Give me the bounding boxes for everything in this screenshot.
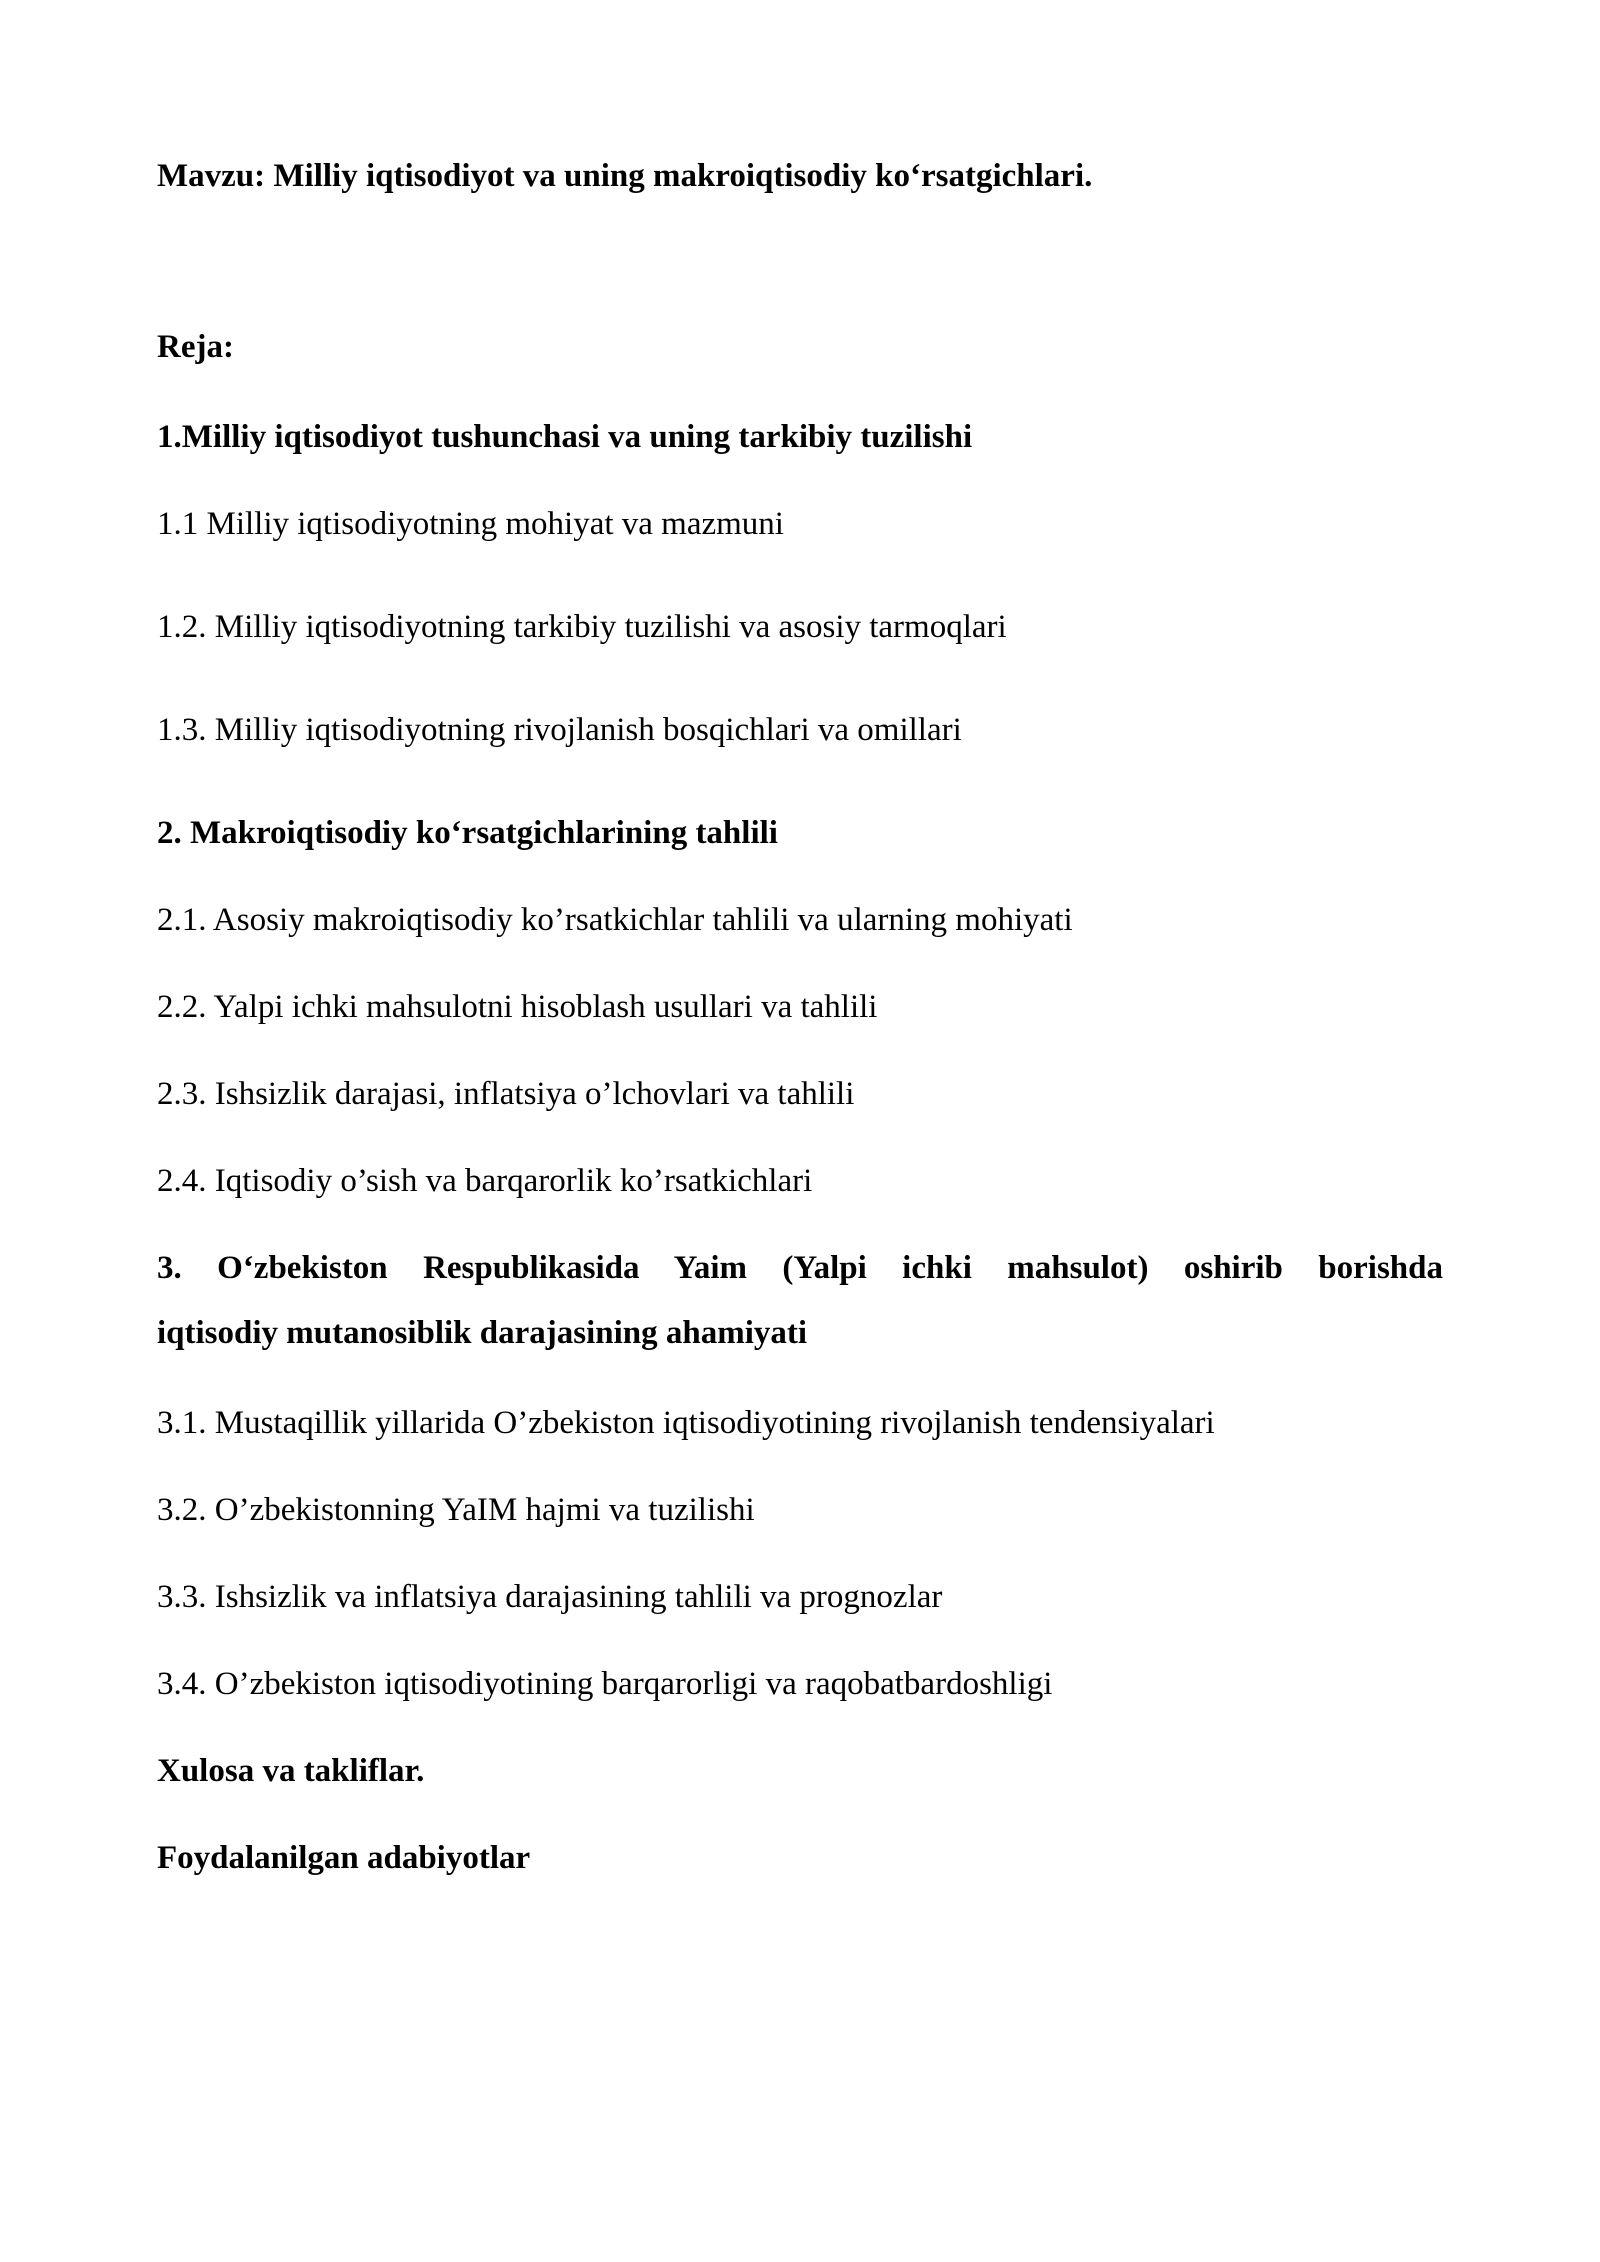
section-2-heading: 2. Makroiqtisodiy koʻrsatgichlarining tahlili: [157, 815, 778, 851]
outline-item-3-4: 3.4. O’zbekiston iqtisodiyotining barqarorligi va raqobatbardoshligi: [157, 1666, 1053, 1702]
outline-item-1-3: 1.3. Milliy iqtisodiyotning rivojlanish bosqichlari va omillari: [157, 712, 962, 748]
conclusion-heading: Xulosa va takliflar.: [157, 1753, 425, 1789]
section-3-heading-line-2: iqtisodiy mutanosiblik darajasining ahamiyati: [157, 1315, 808, 1351]
outline-item-1-1: 1.1 Milliy iqtisodiyotning mohiyat va mazmuni: [157, 506, 784, 542]
document-title: Mavzu: Milliy iqtisodiyot va uning makroiqtisodiy koʻrsatgichlari.: [157, 158, 1093, 194]
plan-heading: Reja:: [157, 329, 234, 365]
outline-item-2-2: 2.2. Yalpi ichki mahsulotni hisoblash usullari va tahlili: [157, 989, 878, 1025]
outline-item-1-2: 1.2. Milliy iqtisodiyotning tarkibiy tuzilishi va asosiy tarmoqlari: [157, 609, 1007, 645]
section-1-heading: 1.Milliy iqtisodiyot tushunchasi va uning tarkibiy tuzilishi: [157, 419, 973, 455]
outline-item-3-1: 3.1. Mustaqillik yillarida O’zbekiston iqtisodiyotining rivojlanish tendensiyalari: [157, 1405, 1215, 1441]
section-3-heading-line-1: 3. Oʻzbekiston Respublikasida Yaim (Yalpi ichki mahsulot) oshirib borishda: [157, 1250, 1443, 1286]
references-heading: Foydalanilgan adabiyotlar: [157, 1840, 531, 1876]
outline-item-3-2: 3.2. O’zbekistonning YaIM hajmi va tuzilishi: [157, 1492, 755, 1528]
outline-item-2-1: 2.1. Asosiy makroiqtisodiy ko’rsatkichlar tahlili va ularning mohiyati: [157, 902, 1073, 938]
outline-item-2-4: 2.4. Iqtisodiy o’sish va barqarorlik ko’rsatkichlari: [157, 1163, 813, 1199]
outline-item-2-3: 2.3. Ishsizlik darajasi, inflatsiya o’lchovlari va tahlili: [157, 1076, 855, 1112]
section-3-heading: [157, 1236, 1443, 1366]
outline-item-3-3: 3.3. Ishsizlik va inflatsiya darajasining tahlili va prognozlar: [157, 1579, 943, 1615]
